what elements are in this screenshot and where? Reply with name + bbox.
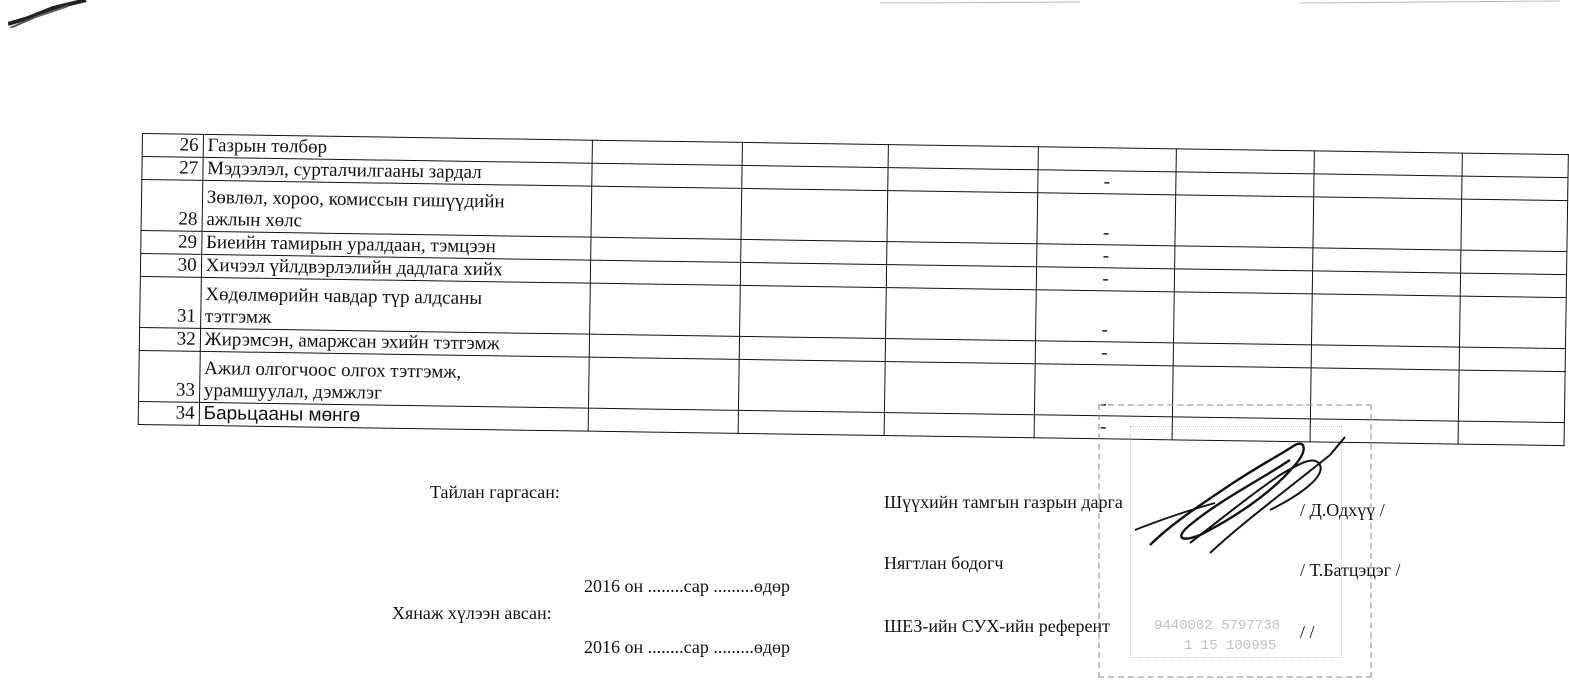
table-cell: - [1038,170,1176,195]
table-cell [1311,294,1460,347]
row-label-line: Зөвлөл, хороо, комиссын гишүүдийн [206,186,505,213]
row-label: Газрын төлбөр [203,134,592,163]
table-cell [739,359,886,412]
table-cell [887,265,1037,290]
row-label [199,351,589,408]
table-cell [888,145,1038,170]
table-cell: - [1036,267,1174,292]
table-cell [1038,147,1176,172]
date-line: 2016 он ........сар .........өдөр [584,637,790,657]
table-cell [1459,347,1566,372]
signatory-role: ШЕЗ-ийн СУХ-ийн референт [884,616,1111,636]
row-label: Мэдээлэл, сурталчилгааны зардал [203,157,592,186]
table-cell [1458,421,1565,446]
signatory-role: Шүүхийн тамгын газрын дарга [884,492,1123,512]
report-table [138,133,1569,446]
table-cell [591,163,742,188]
table-cell [1460,273,1567,298]
row-number: 30 [140,253,201,277]
table-cell [740,285,887,338]
table-cell: - [1035,341,1173,366]
table-cell [1461,199,1568,252]
table-cell [886,288,1037,341]
table-cell: - [1037,244,1175,269]
scan-artifact-line [880,0,1560,6]
table-cell [1460,250,1567,275]
table-cell [1176,149,1314,174]
table-cell [1311,345,1459,370]
table-cell: - [1034,364,1173,417]
date-line: 2016 он ........сар .........өдөр [584,576,790,596]
row-number: 26 [142,134,203,158]
table-cell: - [1034,415,1172,440]
table-cell [591,186,743,239]
table-cell [740,336,886,361]
table-cell [592,140,743,165]
stamp-code: 1 15 100995 [1184,638,1277,654]
table-cell [590,237,741,262]
table-cell [1175,195,1314,248]
table-cell [1313,248,1461,273]
signatory-name: / Т.Батцэцэг / [1300,560,1401,580]
scan-artifact-mark [8,0,88,28]
table-cell [1462,153,1569,178]
table-cell: - [1037,193,1176,246]
table-cell [888,168,1038,193]
handwritten-signature [1130,425,1360,565]
table-cell [1313,197,1462,250]
table-cell [1312,271,1460,296]
table-cell [1174,269,1312,294]
row-label [200,277,590,334]
row-number: 33 [139,350,200,402]
stamp-code: 9440002 5797738 [1154,618,1281,634]
row-number: 31 [140,276,201,328]
row-label-line: тэтгэмж [204,305,272,328]
table-cell [887,191,1038,244]
report-by-label: Тайлан гаргасан: [430,482,560,502]
row-number: 28 [141,180,202,232]
table-cell [1461,176,1568,201]
table-cell [1176,172,1314,197]
table-cell [1174,292,1313,345]
row-number: 29 [141,230,202,254]
table-cell [739,410,885,435]
row-label-line: ажлын хөлс [206,208,303,232]
table-cell [884,413,1034,438]
row-number: 27 [142,157,203,181]
row-label-line: Хөдөлмөрийн чавдар түр алдсаны [205,283,483,310]
table-cell: - [1036,290,1175,343]
table-cell [1173,343,1311,368]
signatory-name: / Д.Одхүү / [1300,500,1385,520]
table-cell [887,242,1037,267]
row-label-line: урамшуулал, дэмжлэг [203,379,383,404]
row-label: Жирэмсэн, амаржсан эхийн тэтгэмж [200,328,589,357]
row-label: Барьцааны мөнгө [199,402,588,431]
table-cell [741,188,888,241]
table-cell [885,362,1036,415]
signatory-name: / / [1300,622,1315,642]
table-cell [589,283,741,336]
table-cell [1175,246,1313,271]
received-by-label: Хянаж хүлээн авсан: [392,603,552,623]
table-cell [1314,151,1462,176]
table-cell [588,357,740,410]
table-cell [1314,174,1462,199]
table-cell [741,239,887,264]
row-label: Биеийн тамирын уралдаан, тэмцээн [201,231,590,260]
signatory-role: Нягтлан бодогч [884,553,1004,573]
table-cell [588,408,739,433]
row-label-line: Ажил олгогчоос олгох тэтгэмж, [204,357,462,383]
row-label [202,180,592,237]
table-cell [741,262,887,287]
table-cell [589,334,740,359]
table-cell [885,339,1035,364]
table-cell [1458,370,1565,423]
row-number: 32 [139,327,200,351]
table-cell [742,142,888,167]
table-cell [1459,296,1566,349]
row-label: Хичээл үйлдвэрлэлийн дадлага хийх [201,254,590,283]
table-cell [742,165,888,190]
table-cell [590,260,741,285]
row-number: 34 [138,401,199,425]
